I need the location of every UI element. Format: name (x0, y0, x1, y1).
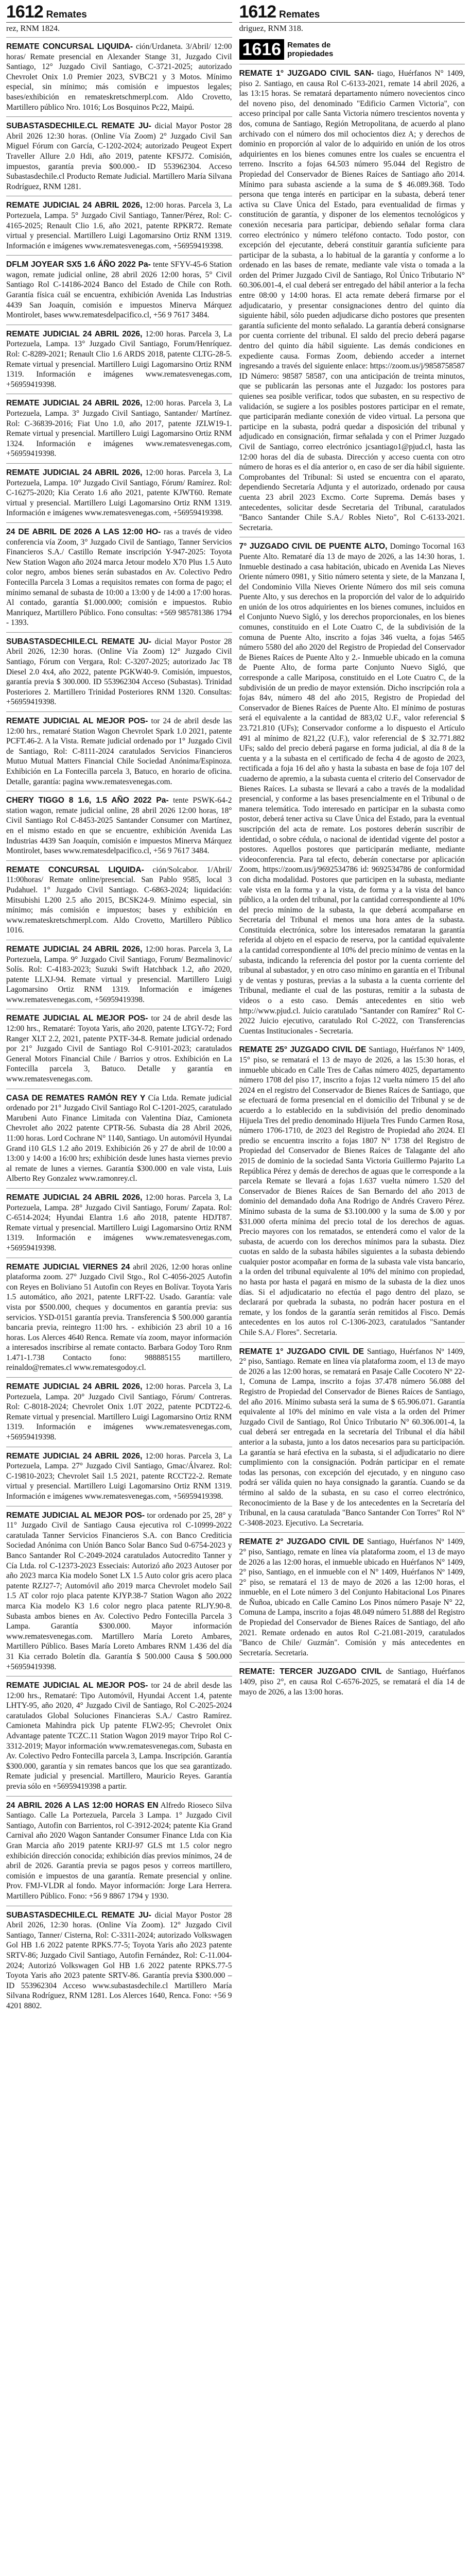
notice-body: tente PSWK-64-2 station wagon, remate judicial online, 28 abril 2026 12:00 horas, 18° Civil Santiago Rol C-8453-2025 Santander Consumer con Martínez, en el mismo estado en que se encuentre, exhibición Avenida Las Industrias 4439 San Joaquín, comisión e impuestos Minerva Márquez Montirolet, bases www.rematesdelpacifico.cl, +56 9 7617 3484. (6, 796, 232, 856)
notice-title: REMATE JUDICIAL 24 ABRIL 2026, (6, 1451, 143, 1461)
notice-body: Santiago, Huérfanos Nº 1409, 15° piso, se rematará el 13 de mayo de 2026, a las 15:30 horas, el inmueble ubicado en Calle Tres de Cañas número 4025, departamento número 1708 del piso 17, inscrito a fojas 12 vuelta número 15 del año 2024 en el registro del Conservador de Bienes Raíces de Santiago, que se efectuará de forma presencial en el domicilio del Tribunal y se de acuerdo a lo establecido en la subdivisión del predio denominado Hijuela Tres del predio denominado Hijuela Tres Fundo Carmen Rosa, número 1706-1710, de 2023 del Registro de Propiedad año 2024. El predio se encuentra inscrito a fojas 1807 N° 1738 del Registro de Propiedad del Conservador de Bienes Raíces de Talagante del año 2015 de dominio de la sociedad Santa Victoria Guillermo Pajarito La República Pérez y demás de derechos de aguas que le corresponde a la parcela Remate se llevará a fojas 1.637 vuelta número 1.520 del Conservador de Bienes Raíces de San Bernardo del año 2013 de dominio del demandado doña Ana Rodrigo de Andrés Cravero Pérez. Mínimo subasta de la suma de $3.100.000 y la suma de $.00 y por $31.000 oferta mínima del precio total de los derechos de aguas. Precio mayores con los rematados, se entenderá como el valor de la subasta, de acuerdo con los derechos mínimos para la subasta. Diez cuotas en saldo de la subasta hábiles siguientes a la subasta debiendo cualquier postor acompañar en forma de la subasta vale vista bancario, a la orden del tribunal equivalente al 10% del mínimo con propiedad, no hasta por hasta el pagará en mismo de la subasta de la diez unos días. Si el adjudicatario no efectúa el pago dentro del plazo, se declarará por quebrada la subasta, no podrán hacer postura en el remate, y los fondos de la garantía serán remitidos al Fisco. Demás antecedentes en los autos rol C-1306-2023, caratulados "Santander Chile S.A./ Flores". Secretaria. (239, 1045, 465, 1337)
notice-title: REMATE JUDICIAL AL MEJOR POS- (6, 1014, 148, 1023)
notice-body: 12:00 horas. Parcela 3, La Portezuela, Lampa. 28° Juzgado Civil Santiago, Forum/ Zapata. Rol: C-6514-2024; Hyundai Elantra 1.6 año 2018, patente HDJT87. Remate virtual y presencial. Martillero Luigi Lagomarsino Ortiz RNM 1319. Información e imágenes www.rematesvenegas.com, +56959419398. (6, 1193, 232, 1252)
notice-title: REMATE JUDICIAL 24 ABRIL 2026, (6, 1382, 143, 1392)
notice-title: REMATE JUDICIAL AL MEJOR POS- (6, 1511, 145, 1520)
notice-title: REMATE JUDICIAL AL MEJOR POS- (6, 1681, 148, 1690)
notice-body: 12:00 horas. Parcela 3, La Portezuela, Lampa. 3° Juzgado Civil Santiago, Santander/ Martínez. Rol: C-36839-2016; Fiat Uno 1.0, año 2017, patente JZLW19-1. Remate virtual y presencial. Martillero Luigi Lagomarsino Ortiz RNM 1324. Información e imágenes www.rematesvenegas.com, +56959419398. (6, 399, 232, 459)
notice-body: 12:00 horas. Parcela 3, La Portezuela, Lampa. 5° Juzgado Civil Santiago, Tanner/Pérez, Rol: C-4165-2025; Renault Clio 1.6, año 2021, patente RPKR72. Remate virtual y presencial. Martillero Luigi Lagomarsino Ortiz RNM 1319. Información e imágenes www.rematesvenegas.com, +56959419398. (6, 201, 232, 250)
notice-text (239, 1667, 465, 1697)
notice-body: Cía Ltda. Remate judicial ordenado por 21° Juzgado Civil Santiago Rol C-1201-2025, caratulado Marubeni Auto Finance Limitada con Valentina Díaz, Camioneta Chevrolet año 2022 patente CPTR-56. Subasta día 28 Abril 2026, 11:00 horas. Lord Cochrane N° 1140, Santiago. Un automóvil Hyundai Grand i10 GLS 1.2 año 2019. Exhibición 26 y 27 de abril de 10:00 a 13:00 y 14:00 a 16:00 hrs; exhibición desde lunes hasta viernes previo al remate de lunes a viernes. Garantía $300.000 en vale vista, Luis Alberto Rey Gonzalez www.ramonrey.cl. (6, 1093, 232, 1183)
right-column-header (239, 0, 465, 23)
notice-body: ras a través de video conferencia vía Zoom, 3° Juzgado Civil de Santiago, Tanner Servicios Financieros S.A./ Castillo Remate inscripción Y-947-2025: Toyota New Station Wagon año 2024 marca Jetour modelo X70 Plus 1.5 Auto color negro, ambos bienes serán subastados en Av. Colectivo Pedro Fontecilla Parcela 3 Lomas a requisitos remates con forma de pago; el mínimo semanal de subasta de 10:00 a 13:00 y de 14:00 a 17:00 horas. Al contado, garantía $1.000.000; comisión e impuestos. Rubio Manriquez, Martillero Público. Fono consultas: +569 985781386 1794 - 1393. (6, 527, 232, 628)
notice-title: REMATE 2° JUZGADO CIVIL DE (239, 1537, 364, 1547)
notice-title: REMATE CONCURSAL LIQUIDA- (6, 42, 133, 51)
notice-title: CASA DE REMATES RAMÓN REY Y (6, 1093, 146, 1103)
notice-text (6, 398, 232, 459)
notice-item (6, 1188, 232, 1258)
notice-title: REMATE JUDICIAL 24 ABRIL 2026, (6, 944, 143, 954)
notice-item (6, 1258, 232, 1378)
left-column (6, 0, 232, 2576)
notice-item (6, 1377, 232, 1447)
notice-body: tor 24 de abril desde las 12:00 hrs., remataré Station Wagon Chevrolet Spark 1.0 2021, patente PCFT.46-2. A la Vista. Remate judicial ordenado por 1° Juzgado Civil de Santiago, Rol: C-8111-2024 caratulados Servicios Financieros Mutuo Mutual Matters Financial Chile Sociedad Anónima/Espinoza. Exhibición en La Fontecilla parcela 3, Batuco, en horario de oficina. Detalle, garantía: pagina www.rematesvenegas.com. (6, 717, 232, 786)
notice-body: abril 2026, 12:00 horas online plataforma zoom. 27° Juzgado Civil Stgo., Rol C-4056-2025 Autofin con Reyes en Boliviano 51 Autofin con Reyes en Bolívar. Toyota Yaris 1.5 automático, año 2021, patente LRFT-22. Usado. Garantía: vale vista por $500.000, cheques y documentos en garantía previa: sus servicios. YSD-0151 garantía previa. Transferencia $ 500.000 garantía bancaria previa, reintegro 11:00 hrs. - exhibición 23 abril 10 a 16 horas. Los Alerces 4640 Renca. Remate vía zoom, mayor información a interesados inscribirse al remate contacto. Barbara Godoy Toro Rnm 1.471-1.738 Contacto fono: 988885155 martillero, reinaldo@remates.cl www.rematesgodoy.cl. (6, 1262, 232, 1372)
continued-text: driguez, RNM 318. (239, 24, 303, 33)
notice-item (239, 1040, 465, 1342)
notice-text (239, 1045, 465, 1337)
section-badge (239, 39, 465, 60)
section-code: 1616 (239, 39, 285, 60)
notice-text (239, 1537, 465, 1658)
notice-title: CHERY TIGGO 8 1.6, 1.5 AÑO 2022 Pa- (6, 796, 169, 805)
section-title: Remates (46, 9, 87, 20)
notice-item (6, 940, 232, 1009)
notice-text (6, 1013, 232, 1084)
notice-item (239, 537, 465, 1040)
notice-text (6, 1451, 232, 1502)
notice-text (6, 637, 232, 707)
notice-text (6, 1681, 232, 1792)
notice-body: tor 24 de abril desde las 12:00 hrs., Remataré: Tipo Automóvil, Hyundai Accent 1.4, patente LHTY-95, año 2020, 4° Juzgado Civil de Santiago, Rol C-2025-2024 caratulados Global Soluciones Financieras S.A./ Castro Ramírez. Camioneta Mahindra pick Up patente FLW2-95; Chevrolet Onix Advantage patente TCZC.11 Station Wagon 2019 mayor Tripo Rol C-3312-2019; Mayor información www.rematesvenegas.com, Subasta en Av. Colectivo Pedro Fontecilla parcela 3, Lampa. Inscripción. Garantía $300.000, garantía y sin remates bancos que los que sea garantizado. Remate judicial y presencial. Martillero, Mauricio Reyes. Garantía previa sólo en +56959419398 a partir. (6, 1681, 232, 1791)
notice-text (6, 944, 232, 1005)
notice-title: SUBASTASDECHILE.CL REMATE JU- (6, 122, 151, 131)
notice-title: DFLM JOYEAR SX5 1.6 ÁÑO 2022 Pa- (6, 260, 151, 269)
notice-text (6, 1382, 232, 1443)
notice-body: 12:00 horas. Parcela 3, La Portezuela, Lampa. 9° Juzgado Civil Santiago, Forum/ Bezmalinovic/ Solís. Rol: C-4183-2023; Suzuki Swift Hatchback 1.2, año 2020, patente LLXJ-94. Remate virtual y presencial. Martillero Luigi Lagomarsino Ortiz RNM 1319. Información e imágenes www.rematesvenegas.com, +56959419398. (6, 944, 232, 1004)
section-label: Remates de propiedades (287, 41, 334, 58)
notice-item (6, 463, 232, 522)
notice-body: 12:00 horas. Parcela 3, La Portezuela, Lampa. 13° Juzgado Civil Santiago, Forum/Henríquez. Rol: C-8289-2021; Renault Clio 1.6 ARDS 2018, patente CLTG-28-5. Remate virtual y presencial. Martillero Luigi Lagomarsino Ortiz RNM 1319. Información e imágenes www.rematesvenegas.com, +56959419398. (6, 329, 232, 389)
notice-title: 24 ABRIL 2026 A LAS 12:00 HORAS EN (6, 1801, 159, 1810)
notice-body: 12:00 horas. Parcela 3, La Portezuela, Lampa. 27° Juzgado Civil Santiago, Gmac/Álvarez. Rol: C-19810-2023; Chevrolet Sail 1.5 2021, patente RCCT22-2. Remate virtual y presencial. Martillero Luigi Lagomarsino Ortiz RNM 1319. Información e imágenes www.rematesvenegas.com, +56959419398. (6, 1451, 232, 1501)
notice-text (6, 1262, 232, 1374)
section-title: Remates (279, 9, 320, 20)
page-number: 1612 (239, 2, 276, 22)
notice-title: SUBASTASDECHILE.CL REMATE JU- (6, 637, 151, 646)
notice-item (6, 196, 232, 255)
notice-body: Santiago, Huérfanos Nº 1409, 2° piso, Santiago, remate en línea vía plataforma zoom, el 13 de mayo de 2026 a las 12:00 horas, el inmueble ubicado en Huérfanos N° 1409, 2° piso, Santiago, en el inmueble con el N° 1409, Huérfanos Nº 1409, 2° piso, se rematará el 13 de mayo de 2026 a las 12:00 horas, el inmueble, en el Lote número 3 del Conjunto Habitacional Los Pinares de Ñuñoa, ubicado en Calle Camino Los Pinos número Pasaje N° 22, Comuna de Lampa, inscrito a fojas 48.049 número 51.888 del Registro de Propiedad del Conservador de Bienes Raíces de Santiago, del año 2021. Remate ordenado en autos Rol C-21.081-2019, caratulados "Banco de Chile/ Guzmán". Comisión y más antecedentes en Secretaría. Secretaria. (239, 1537, 465, 1657)
notice-item (6, 632, 232, 711)
notice-text (6, 121, 232, 192)
notice-title: 24 DE ABRIL DE 2026 A LAS 12:00 HO- (6, 527, 161, 536)
notice-item (6, 37, 232, 116)
notice-text (6, 795, 232, 856)
notice-item (6, 255, 232, 325)
right-notices-list (239, 64, 465, 1701)
notice-text (6, 716, 232, 787)
notice-text (239, 541, 465, 1036)
notice-item (239, 1662, 465, 1701)
notice-item (6, 325, 232, 394)
notice-item (6, 1447, 232, 1506)
notice-title: REMATE 25° JUZGADO CIVIL DE (239, 1045, 367, 1055)
notice-item (6, 711, 232, 791)
notice-body: dicial Mayor Postor 28 Abril 2026 12:30 horas. (Online Vía Zoom) 2° Juzgado Civil San Miguel Fórum con García, C-1202-2024; autorizado Peugeot Expert Traveller Allure 2.0 Hdi, año 2019, patente KFSJ72. Comisión, impuestos, garantía previa $00.000.- ID 553962304. Acceso Subastasdechile.cl Producto Remate Judicial. Martillero María Silvana Rodríguez, RNM 1281. (6, 122, 232, 191)
notice-title: 7° JUZGADO CIVIL DE PUENTE ALTO, (239, 542, 388, 551)
notice-item (6, 860, 232, 940)
notice-title: REMATE: TERCER JUZGADO CIVIL (239, 1667, 382, 1676)
notice-title: REMATE JUDICIAL AL MEJOR POS- (6, 717, 148, 726)
notice-text (6, 1511, 232, 1672)
left-column-header (6, 0, 232, 23)
notice-text (6, 1193, 232, 1253)
notice-text (6, 1801, 232, 1902)
continued-text: rez, RNM 1824. (6, 24, 60, 33)
notice-body: tor ordenado por 25, 28° y 11° Juzgado Civil de Santiago Causa ejecutiva rol C-10999-2022 caratulada Tanner Servicios Financieros S.A. con Banco Crediticia Sociedad Anónima con Unión Banco Solar Banco Sud 0-6754-2023 y Banco Santander Rol C-2049-2024 caratulados Autocredito Tanner y Cía Ltda. rol C-12373-2023 Esseciais: Autorizó año 2023 Autoser por año 2023 marca Kia modelo Sonet LX 1.5 Auto color gris acero placa patente RZJ27-7; Automóvil año 2019 marca Chevrolet modelo Sail 1.5 AT color rojo placa patente KJYP.38-7 Station Wagon año 2022 marca Kia modelo K3 1.6 color negro placa patente RLJY.90-8. Subasta ambos bienes en Av. Colectivo Pedro Fontecilla Parcela 3 Lampa. Garantía $300.000. Mayor información www.rematesvenegas.com. Martillero María Loreto Ambares, Martillero Público. Bases María Loreto Ambares RNM 1.436 del día 31 Kia cerrado Boletín dla. Garantía $ 500.000 Causa $ 500.000 +56959419398. (6, 1511, 232, 1671)
page-number: 1612 (6, 2, 43, 22)
notice-item (6, 1796, 232, 1906)
notice-body: Alfredo Rioseco Silva Santiago. Calle La Portezuela, Parcela 3 Lampa. 1° Juzgado Civil Santiago, Autofin con Barrientos, rol C-3912-2024; patente Kia Grand Carnival año 2020 Wagon Santander Consumer Finance Ltda con Kia Gran Marcia año 2019 patente KRJJ-97 GLS mt 1.5 color negro exhibición dirección conocida; exhibición días previos mínimos, 24 de abril de 2026. Garantía previa se pagos pesos y correos martillero, comisión e impuestos de una garantía. Remate presencial y online. Prov. FMJ-VLDR al fondo. Mayor información: Jorge Lara Herrera. Martillero Público. Fono: +56 9 8867 1794 y 1930. (6, 1801, 232, 1901)
notice-text (6, 527, 232, 628)
notice-body: dicial Mayor Postor 28 Abril 2026, 12:30 horas. (Online Vía Zoom). 12° Juzgado Civil Santiago, Tanner/ Cisterna, Rol: C-3311-2024; autorizado Volkswagen Gol HB 1.6 2022 patente RPKS.77-5; Toyota Yaris año 2023 patente SRTV-86; Juzgado Civil Santiago, Autofin Fernández, Rol: C-11.004-2024; Autorizó Volkswagen Gol HB 1.6 2022 patente RPKS.77-5 Toyota Yaris año 2023 patente SRTV-86. Garantía previa $300.000 – ID 553962304 Acceso www.subastasdechile.cl Martillero María Silvana Rodríguez, RNM 1281. Los Alerces 1640, Renca. Fono: +56 9 4201 8802. (6, 1910, 232, 2010)
notice-title: REMATE JUDICIAL 24 ABRIL 2026, (6, 1193, 143, 1202)
notice-title: REMATE JUDICIAL VIERNES 24 (6, 1262, 130, 1272)
notice-text (239, 69, 465, 533)
right-column (239, 0, 465, 2576)
notice-body: 12:00 horas. Parcela 3, La Portezuela, Lampa. 10° Juzgado Civil Santiago, Fórum/ Ramírez. Rol: C-16275-2020; Kia Cerato 1.6 año 2021, patente KJWT60. Remate virtual y presencial. Martillero Luigi Lagomarsino Ortiz RNM 1319. Información e imágenes www.rematesvenegas.com, +56959419398. (6, 468, 232, 518)
notice-body: ción/Urdaneta. 3/Abril/ 12:00 horas/ Remate presencial en Alexander Stange 31, Juzgado Civil Santiago, 12° Juzgado Civil Santiago, C-3721-2025; autorizado Chevrolet Onix 1.0 Premier 2023, SVBC21 y 3 Motos. Mínimo especial, sin mínimo; más comisión e impuestos legales; bases/exhibición en remateskretschmerpl.com. Aldo Crovetto, Martillero público Nro. 1016; Los Bosquinos Pc22, Maipú. (6, 42, 232, 112)
notice-title: REMATE JUDICIAL 24 ABRIL 2026, (6, 399, 143, 408)
notice-body: 12:00 horas. Parcela 3, La Portezuela, Lampa. 20° Juzgado Civil Santiago, Fórum/ Contreras. Rol: C-8018-2024; Chevrolet Onix 1.0T 2022, patente PCDT22-6. Remate virtual y presencial. Martillero Luigi Lagomarsino Ortiz RNM 1319. Información e imágenes www.rematesvenegas.com, +56959419398. (6, 1382, 232, 1442)
notice-item (6, 791, 232, 860)
notice-item (6, 1506, 232, 1676)
notice-item (6, 522, 232, 632)
notice-item (6, 1089, 232, 1188)
notice-title: REMATE CONCURSAL LIQUIDA- (6, 865, 144, 874)
notice-body: tor 24 de abril desde las 12:00 hrs., Remataré: Toyota Yaris, año 2020, patente LTGY-72; Ford Ranger XLT 2.2, 2021, patente PXTF-34-8. Remate judicial ordenado por 21° Juzgado Civil de Santiago Rol C-9101-2023; caratulados General Motors Financial Chile / Barrios y otros. Exhibición en La Fontecilla parcela 3, Batuco. Detalle y garantía en www.rematesvenegas.com. (6, 1014, 232, 1084)
notice-item (239, 1342, 465, 1533)
notice-body: tiago, Huérfanos N° 1409, piso 2. Santiago, en causa Rol C-6133-2021, remate 14 abril 2026, a las 13:15 horas. Se rematará departamento número novecientos cinco del noveno piso, del denominado "Edificio Carmen Victoria", con acceso principal por calle Santa Victoria número trescientos noventa y dos, comuna de Santiago, Región Metropolitana, de acuerdo al plano archivado con el número dos mil ochocientos diez A; y derechos de dominio en proporción al valor de lo adquirido en unión de los otros adquirientes en los bienes comunes entre los cuales se encuentra el terreno. Inscrito a fojas 64.503 número 95.044 del Registro de Propiedad del Conservador de Bienes Raíces de Santiago año 2014. Mínimo para subasta asciende a la suma de $ 46.089.368. Todo persona que tenga interés en participar en la subasta, deberá tener activa su Clave Única del Estado, para eventualidad de firmas y constitución de garantía, y disponer de los elementos tecnológicos y conexión necesaria para participar, debiendo señalar forma clara correo electrónico y número teléfono contacto. Todo postor, con excepción del ejecutante, deberá constituir garantía suficiente para participar de la subasta, a lo habitual de la garantía y conforme a lo ordenado en las bases de remate, mediante vale vista o tomada a la orden del Primer Juzgado Civil de Santiago, Rol Único Tributario N° 60.306.001-4, el cual deberá ser entregado del hábil anterior a la fecha entre 08:00 y 14:00 horas. El acta remate deberá firmarse por el adjudicatario, y presentar consignaciones dentro del quinto día siguiente hábil, sólo pueden adjudicarse dicho postores que presenten garantía suficiente del monto señalado. La garantía deberá consignarse por cuenta corriente del tribunal. El saldo del precio deberá pagarse dentro del quinto día hábil siguiente. Las demás condiciones en expediente causa. Formas Zoom, debiendo acceder a internet ingresando a través del siguiente enlace: https://zoom.us/j/9858758587 ID Número: 98587 58587, con una anticipación de treinta minutos, que se publicarán las personas ante el Juzgado: los postores para quienes sea posible verificar, todos que subasten, en su respectivo de validación, se sugiere a los posibles postores participar en el remate, que participarán mediante conexión de video virtual. La persona que participe en la subasta, podrá quedar a disposición del tribunal y adjudicado en consignación, firmar señalada y con el Primer Juzgado Civil de Santiago, correo electrónico jcsantiago1@pjud.cl, hasta las 12:00 horas del día de subasta. Dirección y acceso cuenta con otro número de horas es el día anterior o, en caso de ser día hábil siguiente. Comprobantes del Tribunal: Si usted se encuentra con el aparato, dependiendo Secretaría Adjunta y el autorizado, ordenado por causa cuenta 23 abril 2023 Excmo. Corte Suprema. Demás bases y antecedentes, solicitar desde Secretaria del Tribunal, caratulados "Banco Santander Chile S.A./ Robles Nieto", Rol C-6133-2021. Secretaria. (239, 69, 465, 532)
notice-item (6, 394, 232, 463)
notice-item (6, 1676, 232, 1796)
columns (6, 0, 465, 2576)
notice-body: Santiago, Huérfanos Nº 1409, 2° piso, Santiago. Remate en línea vía plataforma zoom, el 13 de mayo de 2026 a las 12:00 horas, se rematará en Pasaje Calle Cocotero Nº 22-1, Comuna de Lampa, inscrito a fojas 37.478 número 56.088 del Registro de Propiedad del Conservador de Bienes Raíces de Santiago, del año 2016. Mínimo subasta será la suma de $ 65.906.071. Garantía equivalente al 10% del mínimo en vale vista a la orden del Primer Juzgado Civil de Santiago, Rol Único Tributario N° 60.306.001-4, la cual deberá ser entregada en la secretaría del Tribunal el día hábil anterior a la subasta, junto a los datos necesarios para su participación. La garantía se hará efectiva en la subasta, si el adjudicatario no diere cumplimiento con la consignación. Podrán participar en el remate todas las personas, con excepción del ejecutado, y en ninguno caso podrá ser válida quien no haya consignado la garantía. Cuando se da término al saldo de la subasta, en su caso el correo electrónico, Reconocimiento de la Base y de los antecedentes en la Secretaría del Tribunal, en la causa caratulada "Banco Santander Con Torres" Rol N° C-3408-2023. Ejecutivo. La Secretaria. (239, 1347, 465, 1528)
notice-text (6, 42, 232, 112)
notice-title: REMATE 1° JUZGADO CIVIL DE (239, 1347, 364, 1356)
notice-text (6, 865, 232, 936)
notice-text (6, 200, 232, 251)
notice-item (239, 64, 465, 537)
notice-body: Domingo Tocornal 163 Puente Alto. Remataré día 13 de mayo de 2026, a las 14:30 horas, 1. Inmueble destinado a casa habitación, ubicado en Avenida Las Nieves Oriente número 0981, y Sitio número setenta y siete, de la Manzana I, del Condominio Villa Nieves Oriente Número dos mil seis comuna Puente Alto, y sus derechos en la proporción del valor de lo adquirido en unión de los otros adquirientes en los bienes comunes, incluidos en el Conjunto Nuevo Sigló, y los derechos proporcionales, en los bienes comunes, constituido en el Lote Cuatro C, de la subdivisión de la comuna de Puente Alto, inscrito a fojas 346 vuelta, a fojas 5465 número 5580 del año 2020 del Registro de Propiedad del Conservador de Bienes Raíces de Puente Alto y 2.- Inmueble ubicado en la comuna de Puente Alto, de forma parte Conjunto Nuevo Sigló, que corresponde a calle Mariposa, constituido en el Lote Cuatro C, de la subdivisión de un predio de mayor extensión. Dicho inscripción rola a fojas 84v, número 48 del año 2015, Registro de Propiedad del Conservador de Bienes Raíces de Puente Alto. El mínimo de posturas será el equivalente a la cantidad de 883,02 U.F., valor referencial $ 23.721.810 (UFs); Conservador conforme a lo dispuesto el Artículo 491 al mínimo de 821,22 (U.F.), valor referencial de $ 32.771.882 UFs; saldo del precio deberá pagarse en forma judicial, al día 8 de la cuenta y a la subasta en el certificado de fecha 4 de agosto de 2023, rectificada a foja 16 del año y hasta la subasta en base de foja 107 del cuaderno de apremio, a la subasta cuenta el criterio del Conservador de Bienes Raíces. La subasta se llevará a cabo a través de la modalidad presencial, y conforme a las bases presencialmente en el Tribunal o de manera telemática. Todo interesado en participar en la subasta como postor, deberá tener activa su Clave Única del Estado, para la eventual suscripción del acta de remate. Los postores deberán suscribir de identidad, o sobre cédula, o nacional de identidad vigente del postor a postores. Aquellos postores que participarán mediante, mediante videoconferencia. Para tal efecto, deberán conectarse por aplicación Zoom, https://zoom.us/j/9692534786 id: 9692534786 de conformidad con dicha modalidad. Postores que participen en la subasta, mediante vale vista en la forma y a la vista, de forma y a la vista del banco público, a la orden del tribunal, por la cantidad correspondiente al 10% del precio mínimo de la subasta, la que deberá acompañarse en Secretaría del Tribunal el menos una hora antes de la subasta. Constituida electrónica, sobre los interesados remataran la garantía referida al objeto en el espacio de reserva, por la cantidad equivalente a la cantidad correspondiente al 10% del precio mínimo de ventas en la subasta, indicando la referencia del postor por la cuenta corriente del tribunal al subastador, y en otro caso mínimo en garantía en el Tribunal y de ventas y posturas, previas a la subasta a la cuenta corriente del Tribunal, mediante el cual de las posturas, remitir a la subasta de videos o a esto caso. Demás antecedentes en sitio web http://www.pjud.cl. Juicio caratulado "Santander con Ramírez" Rol C-2022 Juicio ejecutivo, caratulado Rol C-2022, con Transferencias Cuentas Institucionales - Secretaria. (239, 542, 465, 1036)
notice-body: dicial Mayor Postor 28 Abril 2026, 12:30 horas. (Online Vía Zoom) 12° Juzgado Civil Santiago, Fórum con Vergara, Rol: C-3207-2025; autorizado Jac T8 Diesel 2.0 4x4, año 2022, patente PGKW40-9. Comisión, impuestos, garantía previa $ 300.000. ID 553962304 Acceso (Subastas). Trinidad Posteriores 2. Martillero Trinidad Posteriores RNM 1320. Consultas: +56959419398. (6, 637, 232, 707)
notice-title: REMATE 1° JUZGADO CIVIL SAN- (239, 69, 374, 78)
notice-item (6, 116, 232, 196)
notice-title: SUBASTASDECHILE.CL REMATE JU- (6, 1910, 151, 1920)
notice-text (6, 329, 232, 390)
notice-body: ción/Solcabor. 1/Abril/ 11:00horas/ Remate online/presencial. San Pablo 9585, local 3 Pudahuel. 1° Juzgado Civil Santiago. C-6863-2024; liquidación: Mitsubishi L200 2.5 año 2015, BCSK24-9. Mínimo especial, sin mínimo; más comisión e impuestos; bases y exhibición en www.remateskretschmerpl.com. Aldo Crovetto, Martillero Público 1016. (6, 865, 232, 935)
left-notices-list (6, 37, 232, 2015)
notice-text (239, 1347, 465, 1529)
notice-body: de Santiago, Huérfanos 1409, piso 2°, en causa Rol C-6576-2025, se rematará el día 14 de mayo de 2026, a las 13:00 horas. (239, 1667, 465, 1697)
notice-item (6, 1009, 232, 1088)
notice-body: tente SFYV-45-6 Station wagon, remate judicial online, 28 abril 2026 12:00 horas, 5° Civil Santiago Rol C-14186-2024 Banco del Estado de Chile con Roth. Garantía física cuál se encuentra, exhibición Avenida Las Industrias 4439 San Joaquín, comisión e impuestos Minerva Márquez Montirolet, bases www.rematesdelpacifico.cl, +56 9 7617 3484. (6, 260, 232, 320)
notice-text (6, 468, 232, 518)
notice-item (6, 1906, 232, 2015)
notice-text (6, 1093, 232, 1184)
notice-title: REMATE JUDICIAL 24 ABRIL 2026, (6, 201, 143, 210)
notice-title: REMATE JUDICIAL 24 ABRIL 2026, (6, 329, 143, 338)
notice-text (6, 1910, 232, 2011)
notice-text (6, 260, 232, 320)
notice-title: REMATE JUDICIAL 24 ABRIL 2026, (6, 468, 143, 477)
notice-item (239, 1532, 465, 1662)
